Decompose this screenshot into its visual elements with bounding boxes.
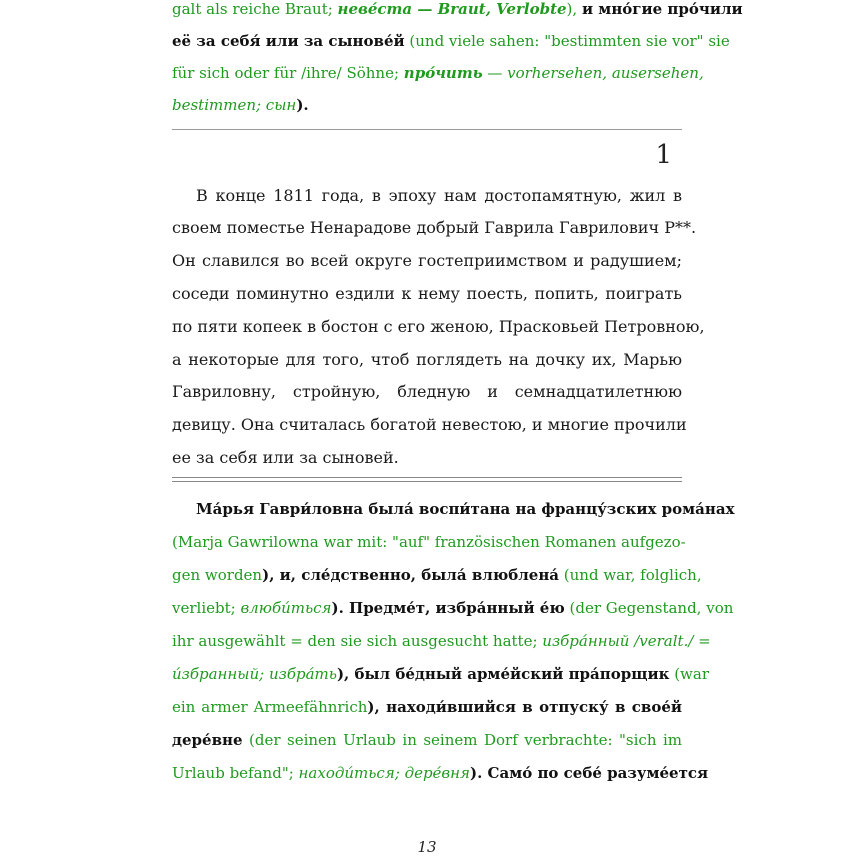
main-text-line: соседи поминутно ездили к нему поесть, попить, поиграть — [172, 284, 682, 303]
main-text-line: по пяти копеек в бостон с его женою, Прасковьей Петровною, — [172, 317, 705, 336]
annotated-line-9: ihr ausgewählt = den sie sich ausgesucht hatte; избра́нный /veralt./ = — [172, 632, 711, 650]
main-text-line: девицу. Она считалась богатой невестою, и многие прочили — [172, 415, 687, 434]
double-divider — [172, 477, 682, 482]
annotated-line-11: ein armer Armeefähnrich), находи́вшийся в отпуску́ в свое́й — [172, 698, 682, 716]
main-text-line: своем поместье Ненарадове добрый Гаврила Гаврилович Р**. — [172, 218, 697, 237]
annotated-line-12: дере́вне (der seinen Urlaub in seinem Dorf verbrachte: "sich im — [172, 731, 682, 749]
annotated-line-1: galt als reiche Braut; неве́ста — Braut, Verlobte), и мно́гие про́чили — [172, 0, 743, 18]
page-number: 13 — [417, 838, 437, 856]
annotated-line-7: gen worden), и, сле́дственно, была́ влюблена́ (und war, folglich, — [172, 566, 702, 584]
annotated-line-3: für sich oder für /ihre/ Söhne; про́чить — vorhersehen, ausersehen, — [172, 64, 704, 82]
annotated-line-6: (Marja Gawrilowna war mit: "auf" französischen Romanen aufgezo- — [172, 533, 686, 551]
main-text-line: Он славился во всей округе гостеприимством и радушием; — [172, 251, 682, 270]
main-text-line: Гавриловну, стройную, бледную и семнадцатилетнюю — [172, 382, 682, 401]
main-text-line: а некоторые для того, чтоб поглядеть на дочку их, Марью — [172, 350, 682, 369]
section-divider — [172, 129, 682, 130]
main-text-line: ее за себя или за сыновей. — [172, 448, 399, 467]
annotated-line-5: Ма́рья Гаври́ловна была́ воспи́тана на францу́зских рома́нах — [196, 500, 735, 518]
annotated-line-2: её за себя́ или за сынове́й (und viele sahen: "bestimmten sie vor" sie — [172, 32, 730, 50]
annotated-line-8: verliebt; влюби́ться). Предме́т, избра́нный е́ю (der Gegenstand, von — [172, 599, 734, 617]
annotated-line-4: bestimmen; сын). — [172, 96, 309, 114]
main-text-line: В конце 1811 года, в эпоху нам достопамятную, жил в — [196, 186, 682, 205]
annotated-line-13: Urlaub befand"; находи́ться; дере́вня). Само́ по себе́ разуме́ется — [172, 764, 709, 782]
annotated-line-10: и́збранный; избра́ть), был бе́дный арме́йский пра́порщик (war — [172, 665, 709, 683]
chapter-number: 1 — [655, 140, 672, 170]
